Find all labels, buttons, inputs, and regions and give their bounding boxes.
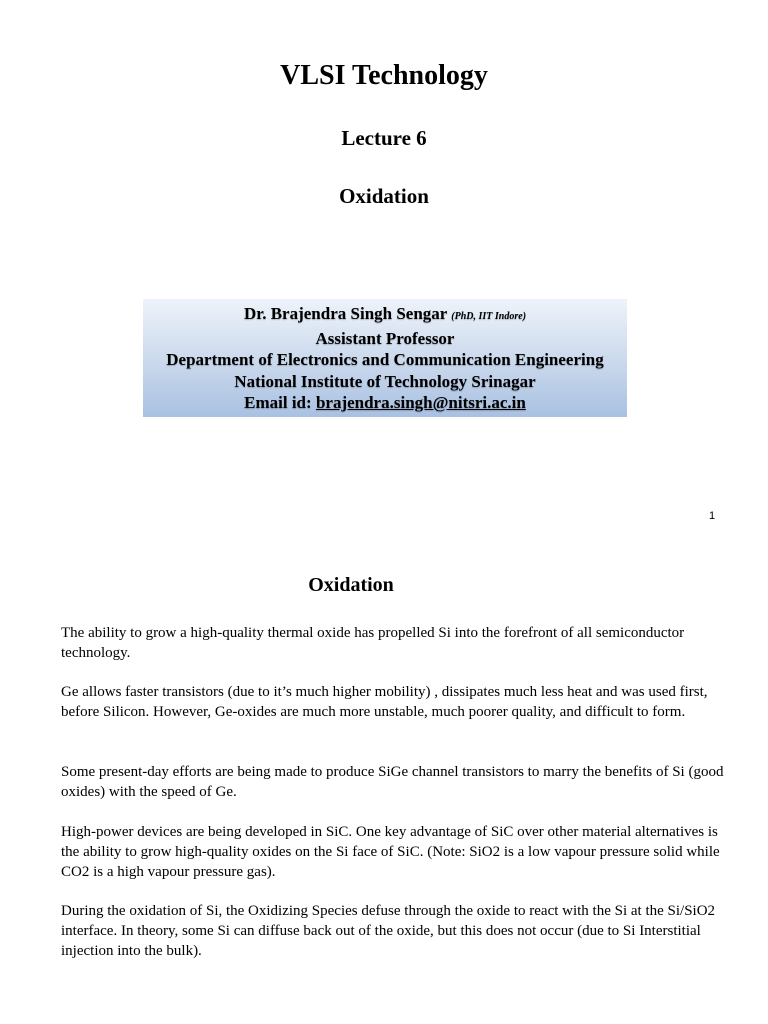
lecture-topic: Oxidation xyxy=(339,184,429,208)
author-info-box xyxy=(143,299,627,417)
paragraph-thermal-oxide: The ability to grow a high-quality thermal oxide has propelled Si into the forefront of all semiconductor technology. xyxy=(61,625,685,661)
author-department: Department of Electronics and Communication Engineering xyxy=(166,350,604,369)
author-institute: National Institute of Technology Srinagar xyxy=(234,371,536,391)
paragraph-germanium: Ge allows faster transistors (due to it’s much higher mobility) , dissipates much less heat and was used first, before Silicon. However, Ge-oxides are much more unstable, much poorer quality, and difficult to form. xyxy=(61,684,708,720)
email-link[interactable]: brajendra.singh@nitsri.ac.in xyxy=(315,393,526,412)
author-email-line xyxy=(143,392,627,414)
author-name: Dr. Brajendra Singh Sengar xyxy=(243,304,448,323)
paragraph-oxidation-process: During the oxidation of Si, the Oxidizing Species defuse through the oxide to react with the Si at the Si/SiO2 interface. In theory, some Si can diffuse back out of the oxide, but this does not occur (due to Si Interstitial injection into the bulk). xyxy=(61,903,716,959)
author-position: Assistant Professor xyxy=(315,328,455,348)
email-label: Email id: xyxy=(244,393,312,412)
lecture-number: Lecture 6 xyxy=(341,126,427,150)
page-title: VLSI Technology xyxy=(280,60,488,91)
paragraph-sige: Some present-day efforts are being made to produce SiGe channel transistors to marry the benefits of Si (good oxides) with the speed of Ge. xyxy=(61,764,724,800)
section-heading: Oxidation xyxy=(308,574,394,596)
author-name-line xyxy=(143,303,627,328)
page-number: 1 xyxy=(708,510,716,522)
author-credentials: (PhD, IIT Indore) xyxy=(451,311,527,322)
paragraph-sic: High-power devices are being developed in SiC. One key advantage of SiC over other material alternatives is the ability to grow high-quality oxides on the Si face of SiC. (Note: SiO2 is a low vapour pressure solid while CO2 is a high vapour pressure gas). xyxy=(61,824,720,880)
